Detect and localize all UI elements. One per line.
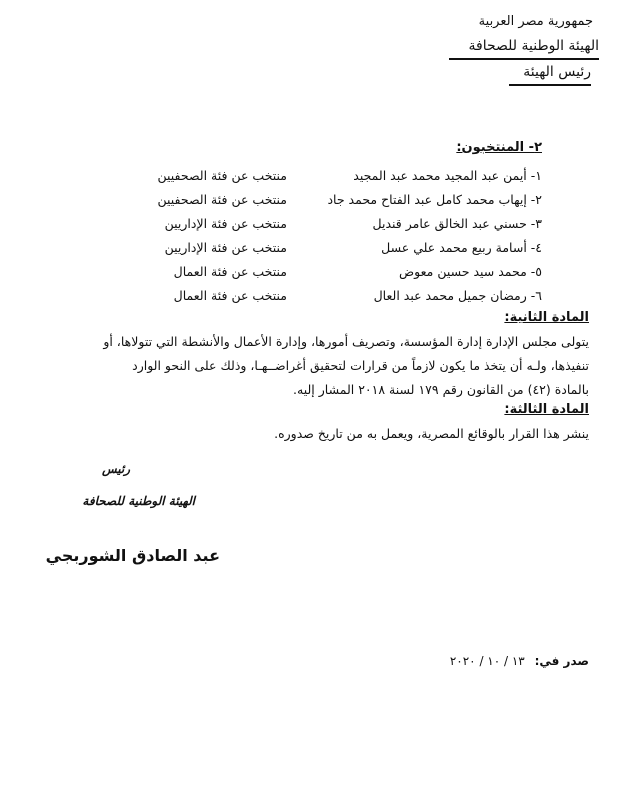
member-category: منتخب عن فئة الإداريين	[164, 216, 287, 231]
letterhead-country: جمهورية مصر العربية	[478, 14, 593, 29]
letterhead-title: رئيس الهيئة	[523, 64, 591, 80]
issue-date: ١٣ / ١٠ / ٢٠٢٠	[449, 654, 525, 668]
member-category: منتخب عن فئة الإداريين	[164, 240, 287, 255]
list-item	[0, 192, 625, 212]
member-name: ٣- حسني عبد الخالق عامر قنديل	[372, 216, 542, 231]
article-3-body: ينشر هذا القرار بالوقائع المصرية، ويعمل به من تاريخ صدوره.	[274, 426, 589, 441]
list-item	[0, 288, 625, 308]
article-2-body	[29, 330, 589, 402]
member-name: ٤- أسامة ربيع محمد علي عسل	[381, 240, 542, 255]
list-item	[0, 168, 625, 188]
article-2-line: تنفيذها، ولـه أن يتخذ ما يكون لازماً من قرارات لتحقيق أغراضــهـا، وذلك على النحو الوارد	[132, 358, 589, 373]
list-item	[0, 264, 625, 284]
letterhead-authority: الهيئة الوطنية للصحافة	[468, 38, 599, 54]
member-name: ١- أيمن عبد المجيد محمد عبد المجيد	[353, 168, 542, 183]
letterhead-underline	[449, 58, 599, 60]
article-2-heading: المادة الثانية:	[504, 310, 589, 325]
issue-date-line	[450, 654, 589, 668]
member-category: منتخب عن فئة العمال	[173, 264, 287, 279]
list-item	[0, 216, 625, 236]
member-name: ٢- إيهاب محمد كامل عبد الفتاح محمد جاد	[327, 192, 542, 207]
signature-title: رئيس	[101, 462, 130, 476]
article-2-line: يتولى مجلس الإدارة إدارة المؤسسة، وتصريف أمورها، وإدارة الأعمال والأنشطة التي تتولاها، أو	[103, 334, 589, 349]
signature-authority: الهيئة الوطنية للصحافة	[82, 494, 195, 508]
elected-heading: ٢- المنتخبون:	[456, 140, 542, 155]
member-category: منتخب عن فئة الصحفيين	[157, 168, 287, 183]
issue-date-label: صدر في:	[534, 654, 589, 668]
member-name: ٥- محمد سيد حسين معوض	[399, 264, 542, 279]
letterhead-title-underline	[509, 84, 591, 86]
member-category: منتخب عن فئة العمال	[173, 288, 287, 303]
article-3-heading: المادة الثالثة:	[504, 402, 589, 417]
article-2-line: بالمادة (٤٢) من القانون رقم ١٧٩ لسنة ٢٠١٨ المشار إليه.	[293, 382, 589, 397]
list-item	[0, 240, 625, 260]
member-name: ٦- رمضان جميل محمد عبد العال	[373, 288, 542, 303]
signatory-name: عبد الصادق الشوربجي	[45, 546, 220, 565]
member-category: منتخب عن فئة الصحفيين	[157, 192, 287, 207]
